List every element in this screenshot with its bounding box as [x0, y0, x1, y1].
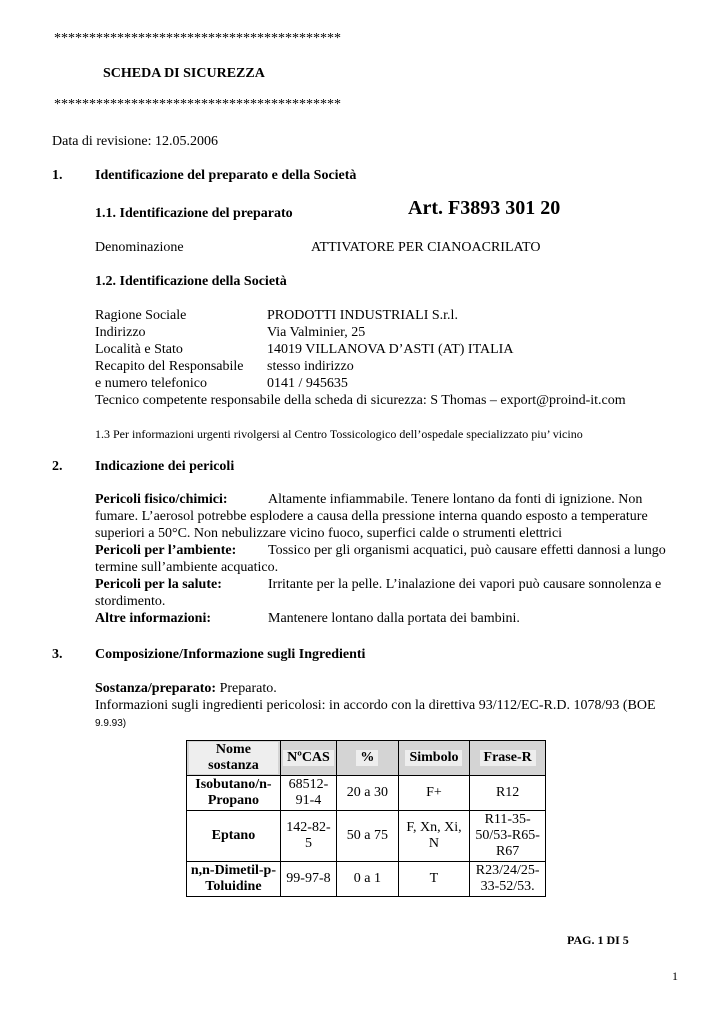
cell-phrase: R12	[470, 776, 546, 811]
column-header: Simbolo	[398, 741, 470, 776]
document-title: SCHEDA DI SICUREZZA	[103, 66, 265, 81]
section3-number: 3.	[52, 647, 63, 662]
cell-name: Isobutano/n-Propano	[187, 776, 281, 811]
company-value: stesso indirizzo	[267, 359, 354, 374]
company-value: 14019 VILLANOVA D’ASTI (AT) ITALIA	[267, 342, 514, 357]
header-stars-bottom: *****************************************	[54, 97, 341, 112]
tecnico-responsabile: Tecnico competente responsabile della scheda di sicurezza: S Thomas – export@proind-it.com	[95, 393, 626, 408]
table-header-row	[187, 741, 546, 776]
cell-symbol: T	[398, 862, 470, 897]
page-number: 1	[672, 969, 678, 983]
cell-symbol: F, Xn, Xi, N	[398, 811, 470, 862]
section2-number: 2.	[52, 459, 63, 474]
hazard-physical	[95, 491, 685, 542]
revision-date: Data di revisione: 12.05.2006	[52, 134, 219, 149]
hazard-physical-text: Altamente infiammabile. Tenere lontano da fonti di ignizione. Non fumare. L’aerosol potrebbe esplodere a causa della pressione interna quando esposto a temperature superiori a 50°C. Non nebulizzare vicino fuoco, superfici calde o strumenti elettrici	[95, 492, 648, 541]
other-info-label: Altre informazioni:	[95, 611, 211, 626]
urgent-info: 1.3 Per informazioni urgenti rivolgersi al Centro Tossicologico dell’ospedale specializzato piu’ vicino	[95, 427, 583, 441]
subsection-1-2-title: 1.2. Identificazione della Società	[95, 274, 287, 289]
cell-cas: 99-97-8	[280, 862, 336, 897]
cell-percent: 20 a 30	[337, 776, 399, 811]
cell-percent: 50 a 75	[337, 811, 399, 862]
header-stars-top: *****************************************	[54, 31, 341, 46]
cell-cas: 68512-91-4	[280, 776, 336, 811]
cell-phrase: R11-35-50/53-R65-R67	[470, 811, 546, 862]
denominazione-value: ATTIVATORE PER CIANOACRILATO	[311, 240, 541, 255]
hazard-environment-label: Pericoli per l’ambiente:	[95, 543, 237, 558]
company-label: Indirizzo	[95, 325, 146, 340]
column-header: Nome sostanza	[187, 741, 281, 776]
page-label: PAG. 1 DI 5	[567, 933, 629, 947]
section2-title: Indicazione dei pericoli	[95, 459, 235, 474]
section1-number: 1.	[52, 168, 63, 183]
sostanza-value: Preparato.	[219, 681, 277, 696]
ingredients-info: Informazioni sugli ingredienti pericolosi: in accordo con la direttiva 93/112/EC-R.D. 1078/93 (BOE	[95, 698, 656, 713]
cell-name: n,n-Dimetil-p-Toluidine	[187, 862, 281, 897]
other-info-text: Mantenere lontano dalla portata dei bambini.	[268, 611, 520, 626]
hazard-environment-text: Tossico per gli organismi acquatici, può causare effetti dannosi a lungo termine sull’ambiente acquatico.	[95, 543, 666, 575]
section3-title: Composizione/Informazione sugli Ingredienti	[95, 647, 366, 662]
article-code: Art. F3893 301 20	[408, 197, 561, 219]
cell-phrase: R23/24/25-33-52/53.	[470, 862, 546, 897]
table-row	[187, 811, 546, 862]
section1-title: Identificazione del preparato e della Società	[95, 168, 357, 183]
hazard-health-text: Irritante per la pelle. L’inalazione dei vapori può causare sonnolenza e stordimento.	[95, 577, 662, 609]
cell-symbol: F+	[398, 776, 470, 811]
column-header: %	[337, 741, 399, 776]
table-row	[187, 776, 546, 811]
cell-name: Eptano	[187, 811, 281, 862]
company-value: 0141 / 945635	[267, 376, 348, 391]
cell-percent: 0 a 1	[337, 862, 399, 897]
hazard-health-label: Pericoli per la salute:	[95, 577, 222, 592]
ingredients-table	[186, 740, 546, 897]
table-row	[187, 862, 546, 897]
ingredients-info-date: 9.9.93)	[95, 718, 127, 729]
column-header: NºCAS	[280, 741, 336, 776]
sostanza-label: Sostanza/preparato:	[95, 681, 217, 696]
company-label: Recapito del Responsabile	[95, 359, 244, 374]
company-label: e numero telefonico	[95, 376, 207, 391]
denominazione-label: Denominazione	[95, 240, 184, 255]
column-header: Frase-R	[470, 741, 546, 776]
cell-cas: 142-82-5	[280, 811, 336, 862]
company-value: PRODOTTI INDUSTRIALI S.r.l.	[267, 308, 458, 323]
hazard-environment	[95, 542, 685, 576]
company-label: Ragione Sociale	[95, 308, 187, 323]
company-value: Via Valminier, 25	[267, 325, 366, 340]
sostanza-line	[95, 680, 277, 697]
hazard-physical-label: Pericoli fisico/chimici:	[95, 492, 228, 507]
company-label: Località e Stato	[95, 342, 183, 357]
hazard-health	[95, 576, 685, 610]
subsection-1-1-title: 1.1. Identificazione del preparato	[95, 206, 293, 221]
other-info	[95, 610, 685, 627]
